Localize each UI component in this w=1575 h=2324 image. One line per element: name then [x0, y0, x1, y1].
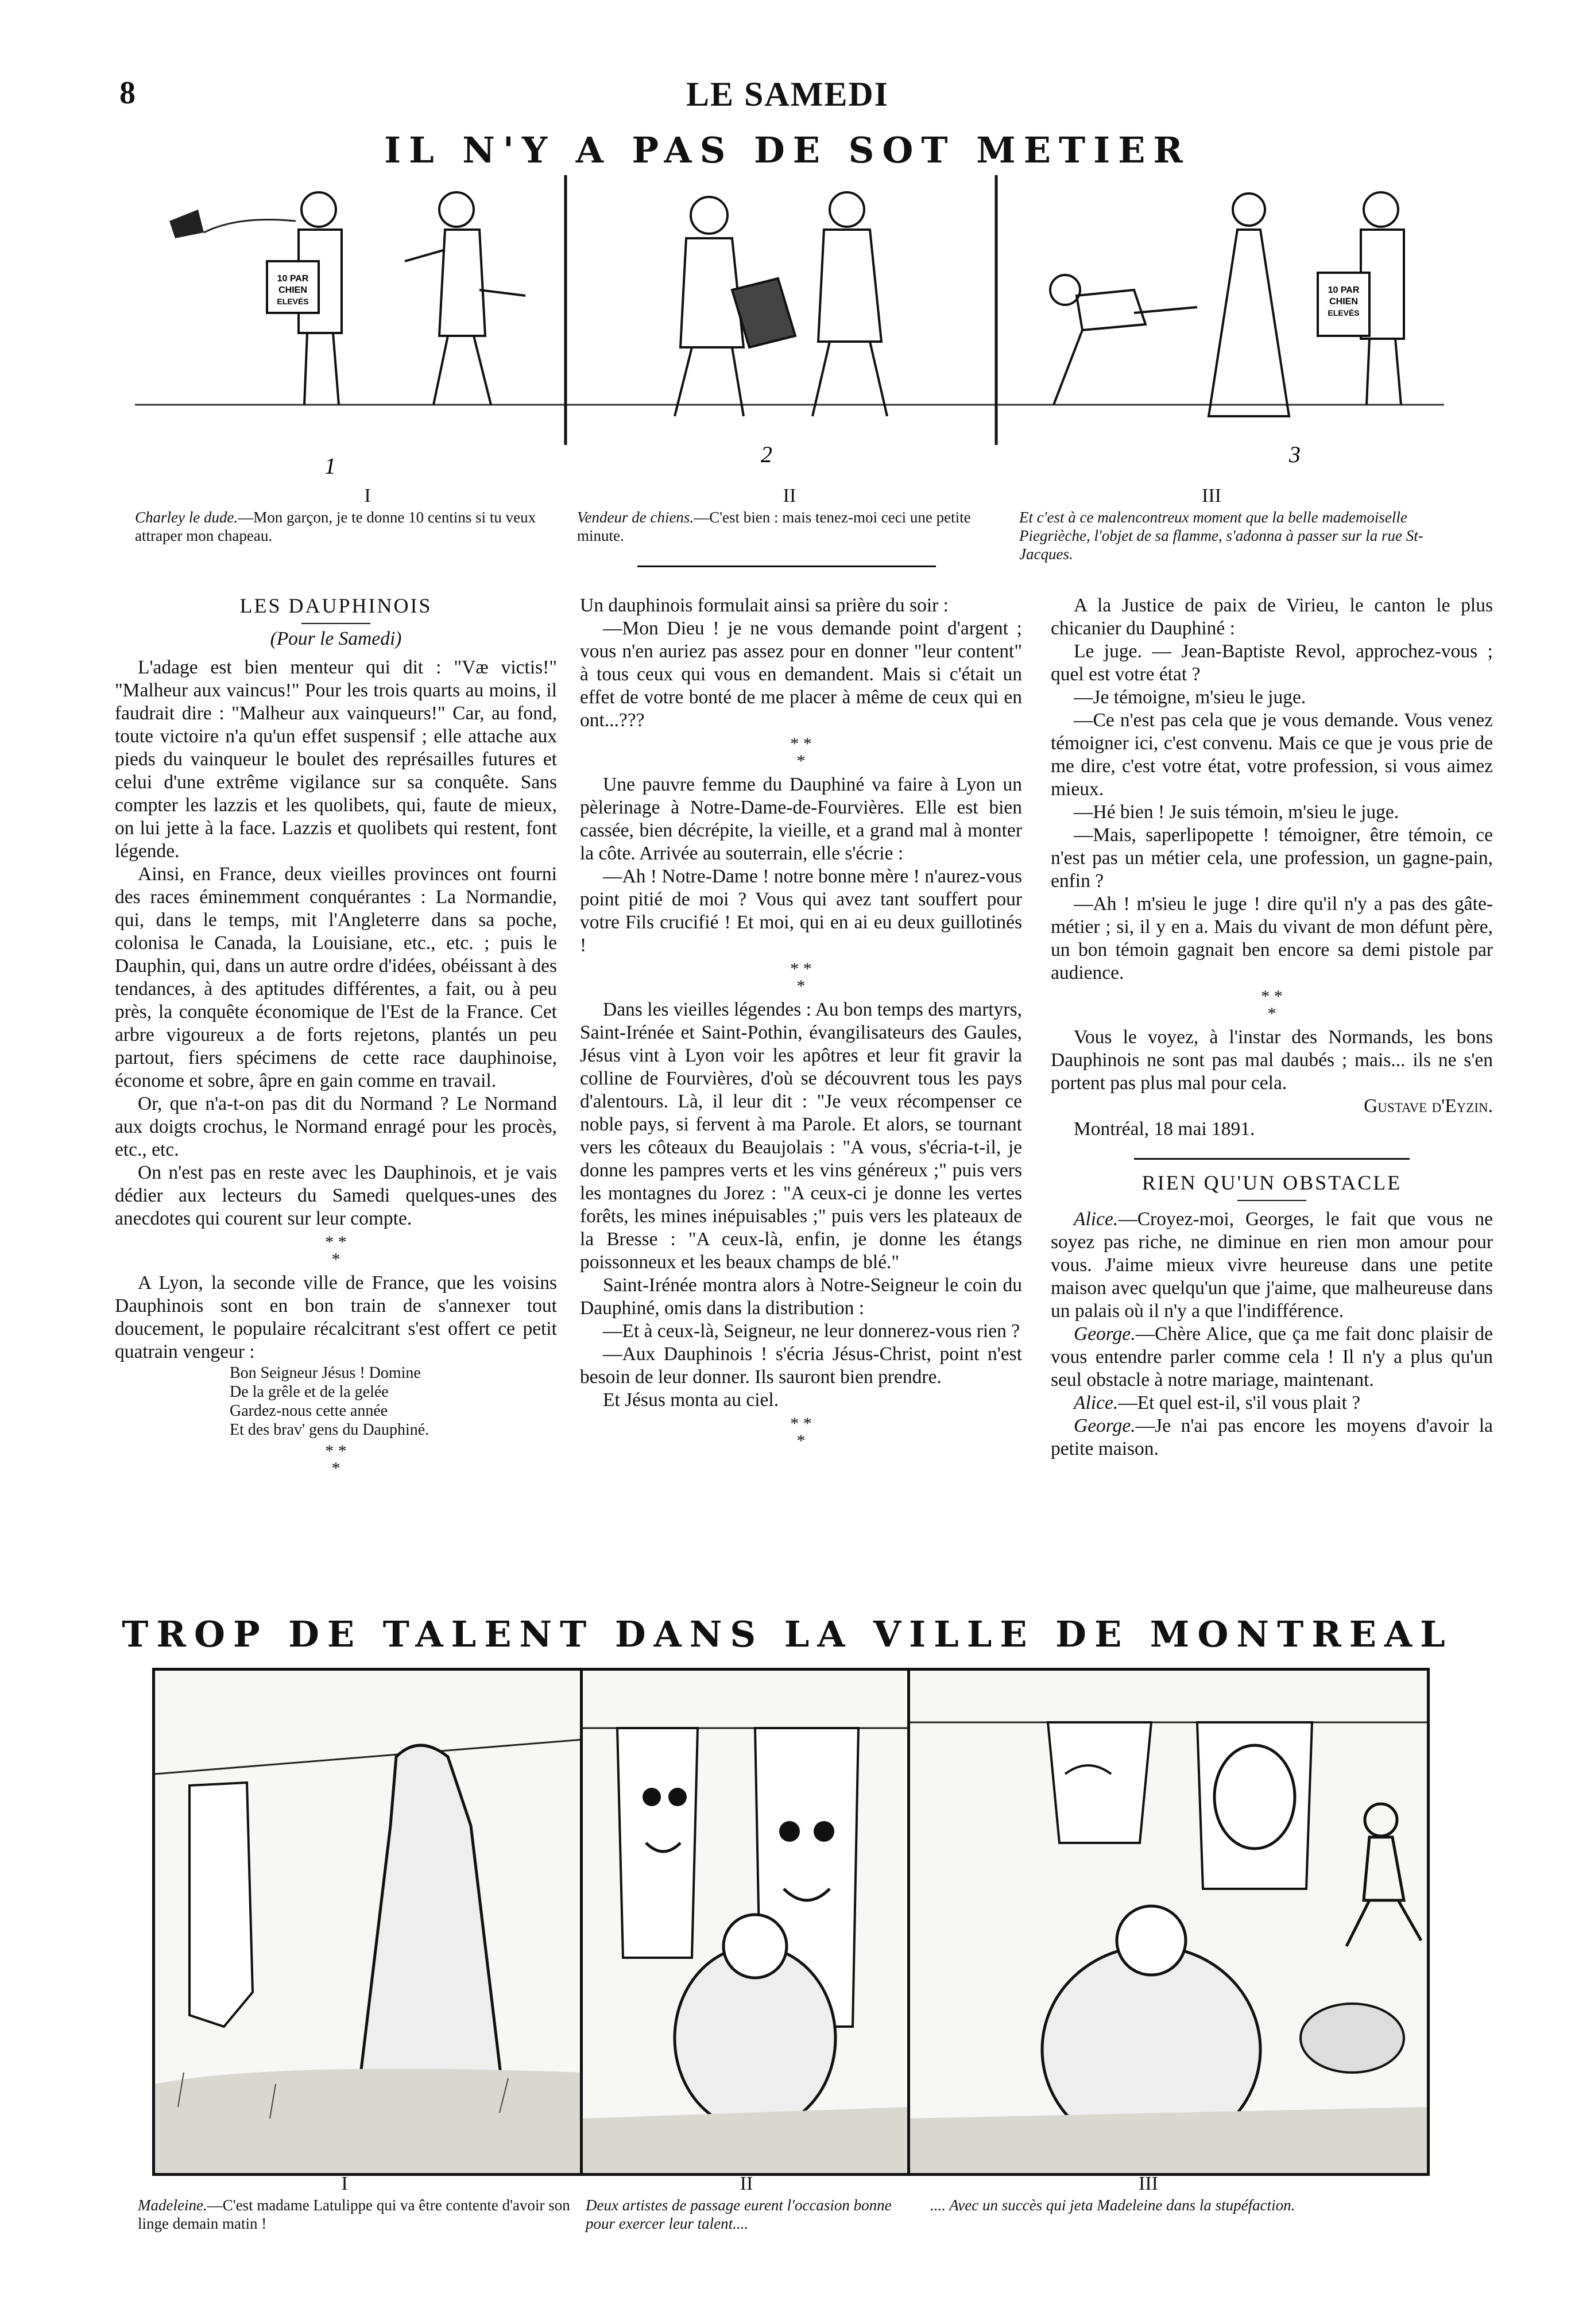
paragraph: Saint-Irénée montra alors à Notre-Seigneur le coin du Dauphiné, omis dans la distribution : — [580, 1275, 1022, 1319]
running-dude-figure — [1050, 275, 1197, 405]
comic-bottom-title: TROP DE TALENT DANS LA VILLE DE MONTREAL — [122, 1613, 1453, 1655]
poem-line: Bon Seigneur Jésus ! Domine — [230, 1364, 421, 1382]
divider — [637, 565, 936, 567]
svg-text:CHIEN: CHIEN — [278, 285, 307, 295]
article-column-2 — [580, 594, 1022, 1453]
section-stars: * * * — [790, 734, 812, 770]
paragraph: Or, que n'a-t-on pas dit du Normand ? Le Normand aux doigts crochus, le Normand enragé pour les procès, etc., etc. — [115, 1093, 557, 1160]
comic-top-illustration — [135, 175, 1444, 485]
dialogue-line: Alice.—Croyez-moi, Georges, le fait que vous ne soyez pas riche, ne diminue en rien mon amour pour vous. J'aime mieux vivre heureuse dans une petite maison avec quelqu'un que j'aime, que malheureuse dans un palais où il n'y a que l'indifférence. — [1051, 1209, 1493, 1322]
paragraph: Dans les vieilles légendes : Au bon temps des martyrs, Saint-Irénée et Saint-Pothin, évangilisateurs des Gaules, Jésus vint à Lyon voir les apôtres et leur fit gravir la colline de Fourvières, d'où se découvrent tous les pays d'alentours. Là, il leur dit : "Je veux récompenser ce noble pays, si fervent à ma Parole. Et alors, se tournant vers les côteaux du Beaujolais : "A vous, s'écria-t-il, je donne les pampres verts et les vins généreux ;" puis vers les montagnes du Jorez : "A ceux-ci je donne les vertes forêts, les mines inépuisables ;" puis vers les plateaux de la Bresse : "A ceux-là, enfin, je donne les étangs poissonneux et les beaux champs de blé." — [580, 999, 1022, 1273]
paragraph: Une pauvre femme du Dauphiné va faire à Lyon un pèlerinage à Notre-Dame-de-Fourvières. Elle est bien cassée, bien décrépite, la vieille, et a grand mal à monter la côte. Arrivée au souterrain, elle s'écrie : — [580, 774, 1022, 864]
paragraph: On n'est pas en reste avec les Dauphinois, et je vais dédier aux lecteurs du Samedi quelques-unes des anecdotes qui courent sur leur compte. — [115, 1162, 557, 1229]
svg-text:ELEVÉS: ELEVÉS — [277, 297, 309, 306]
page-number: 8 — [119, 75, 136, 111]
paragraph: —Ah ! Notre-Dame ! notre bonne mère ! n'aurez-vous point pitié de moi ? Vous qui avez tant souffert pour votre Fils crucifié ! Et moi, qui en ai eu deux guillotinés ! — [580, 866, 1022, 956]
panel-caption: Deux artistes de passage eurent l'occasion bonne pour exercer leur talent.... — [586, 2197, 892, 2232]
section-stars: * * * — [790, 1414, 812, 1450]
section-stars: * * * — [325, 1442, 347, 1478]
section-stars: * * * — [1261, 987, 1283, 1023]
panel-numeral: II — [740, 2173, 753, 2194]
svg-text:ELEVÉS: ELEVÉS — [1328, 308, 1360, 317]
dateline: Montréal, 18 mai 1891. — [1074, 1118, 1255, 1140]
running-boy-figure — [1346, 1804, 1421, 1946]
panel-caption: Vendeur de chiens.—C'est bien : mais tenez-moi ceci une petite minute. — [577, 509, 971, 544]
panel-numeral: II — [783, 485, 796, 506]
dialogue-line: Alice.—Et quel est-il, s'il vous plait ? — [1074, 1392, 1361, 1413]
quatrain — [115, 1364, 557, 1439]
svg-text:1: 1 — [324, 453, 336, 479]
article-title: LES DAUPHINOIS — [239, 594, 432, 617]
laundry-basket-icon — [1301, 2004, 1404, 2073]
hanging-sheet — [1048, 1722, 1151, 1843]
poem-line: Gardez-nous cette année — [230, 1402, 388, 1420]
paragraph: Ainsi, en France, deux vieilles provinces ont fourni des races éminemment conquérantes : La Normandie, qui, dans le temps, mit l'Angleterre dans sa poche, colonisa le Canada, la Louisiane, etc., etc. ; puis le Dauphin, qui, dans un autre ordre d'idées, obéissant à des tendances, à des aptitudes différentes, a fait, ou à peu près, la conquête économique de l'Est de la France. Cet arbre vigoureux a de forts rejetons, plantés un peu partout, fiers spécimens de cette race dauphinoise, économe et sobre, âpre en gain comme en travail. — [115, 863, 557, 1091]
lady-figure — [1209, 193, 1289, 416]
dialogue-line: George.—Chère Alice, que ça me fait donc plaisir de vous entendre parler comme cela ! Il n'y a plus qu'un seul obstacle à notre mariage, maintenant. — [1051, 1323, 1493, 1390]
svg-text:2: 2 — [761, 441, 772, 467]
grass — [910, 2107, 1427, 2173]
paragraph: —Et à ceux-là, Seigneur, ne leur donnerez-vous rien ? — [603, 1320, 1020, 1342]
svg-text:10 PAR: 10 PAR — [277, 274, 309, 284]
panel-numeral: III — [1202, 485, 1221, 506]
washerwoman-figure — [356, 1745, 505, 2113]
paragraph: L'adage est bien menteur qui dit : "Væ victis!" "Malheur aux vaincus!" Pour les trois quarts au moins, il faudrait dire : "Malheur aux vainqueurs!" Car, au fond, toute victoire n'a qu'un effet suspensif ; elle attache aux pieds du vainqueur le boulet des représailles futures et celui d'une extrême vigilance sur sa conquête. Sans compter les lazzis et les quolibets, qui, faute de mieux, on lui jette à la face. Lazzis et quolibets qui restent, font légende. — [115, 657, 557, 862]
svg-text:CHIEN: CHIEN — [1329, 297, 1358, 307]
paragraph: —Mon Dieu ! je ne vous demande point d'argent ; vous n'en auriez pas assez pour en donner "leur content" à tous ceux qui vous en demandent. Mais si c'était un effet de votre bonté de me placer à même de ceux qui en ont...??? — [580, 618, 1022, 731]
panel-numeral: I — [341, 2173, 348, 2194]
poem-line: Et des brav' gens du Dauphiné. — [230, 1421, 429, 1439]
seller-and-dude-figures — [675, 192, 887, 416]
paragraph: Un dauphinois formulait ainsi sa prière du soir : — [580, 595, 949, 616]
svg-text:10 PAR: 10 PAR — [1328, 285, 1360, 295]
paragraph: —Ce n'est pas cela que je vous demande. Vous venez témoigner ici, c'est convenu. Mais ce que je vous prie de me dire, c'est votre état, votre profession, si vous aimez mieux. — [1051, 710, 1493, 800]
artists-illustration — [583, 1671, 910, 2173]
paragraph: —Ah ! m'sieu le juge ! dire qu'il n'y a pas des gâte-métier ; si, il y en a. Mais du vivant de mon défunt père, un bon témoin gagnait ben encore sa demi pistole par audience. — [1051, 893, 1493, 983]
divider — [1134, 1158, 1410, 1160]
article-subtitle: (Pour le Samedi) — [270, 628, 402, 649]
panel-caption: .... Avec un succès qui jeta Madeleine dans la stupéfaction. — [930, 2197, 1295, 2214]
paragraph: A la Justice de paix de Virieu, le canton le plus chicanier du Dauphiné : — [1051, 595, 1493, 639]
surprised-woman-illustration — [910, 1671, 1427, 2173]
paragraph: —Je témoigne, m'sieu le juge. — [1074, 687, 1306, 708]
dialogue-line: George.—Je n'ai pas encore les moyens d'avoir la petite maison. — [1051, 1415, 1493, 1459]
comic-bottom-panel-1 — [152, 1668, 586, 2176]
paragraph: —Aux Dauphinois ! s'écria Jésus-Christ, point n'est besoin de leur donner. Ils sauront bien prendre. — [580, 1343, 1022, 1388]
washerwoman-illustration — [155, 1671, 583, 2173]
article-column-1 — [115, 594, 557, 1481]
painted-face-icon — [1214, 1745, 1295, 1849]
comic-top-strip — [135, 175, 1444, 485]
paragraph: A Lyon, la seconde ville de France, que les voisins Dauphinois sont en bon train de s'annexer tout doucement, le populaire récalcitrant s'est offert ce petit quatrain vengeur : — [115, 1272, 557, 1362]
article-title: RIEN QU'UN OBSTACLE — [1141, 1171, 1402, 1194]
paragraph: Le juge. — Jean-Baptiste Revol, approchez-vous ; quel est votre état ? — [1051, 641, 1493, 685]
comic-bottom-panel-2 — [580, 1668, 913, 2176]
section-stars: * * * — [790, 959, 812, 996]
comic-bottom-panel-3 — [907, 1668, 1430, 2176]
hanging-sheet — [189, 1783, 253, 2027]
paragraph: —Mais, saperlipopette ! témoigner, être témoin, ce n'est pas un métier cela, une profession, un gagne-pain, enfin ? — [1051, 824, 1493, 892]
paragraph: Et Jésus monta au ciel. — [603, 1389, 779, 1411]
section-stars: * * * — [325, 1233, 347, 1269]
comic-top-title: IL N'Y A PAS DE SOT METIER — [384, 129, 1191, 171]
hanging-sheet — [617, 1728, 698, 1958]
panel-caption: Et c'est à ce malencontreux moment que la belle mademoiselle Piegrièche, l'objet de sa flamme, s'adonna à passer sur la rue St-Jacques. — [1019, 509, 1423, 563]
grass — [155, 2069, 583, 2173]
clothesline — [155, 1740, 583, 1774]
svg-text:3: 3 — [1289, 441, 1301, 467]
panel-caption: Charley le dude.—Mon garçon, je te donne 10 centins si tu veux attraper mon chapeau. — [135, 509, 536, 544]
grass — [583, 2107, 910, 2173]
dude-figure — [405, 192, 525, 405]
hat-flying-icon — [169, 210, 296, 238]
journal-title: LE SAMEDI — [686, 75, 889, 113]
panel-caption: Madeleine.—C'est madame Latulippe qui va être contente d'avoir son linge demain matin ! — [138, 2197, 570, 2232]
paragraph: —Hé bien ! Je suis témoin, m'sieu le juge. — [1074, 801, 1399, 823]
author-signature: Gustave d'Eyzin. — [1364, 1095, 1493, 1117]
panel-numeral: I — [364, 485, 371, 506]
panel-numeral: III — [1139, 2173, 1158, 2194]
article-column-3 — [1051, 594, 1493, 1461]
paragraph: Vous le voyez, à l'instar des Normands, les bons Dauphinois ne sont pas mal daubés ; mais... ils ne s'en portent pas plus mal pour cela. — [1051, 1027, 1493, 1094]
poem-line: De la grêle et de la gelée — [230, 1383, 389, 1401]
